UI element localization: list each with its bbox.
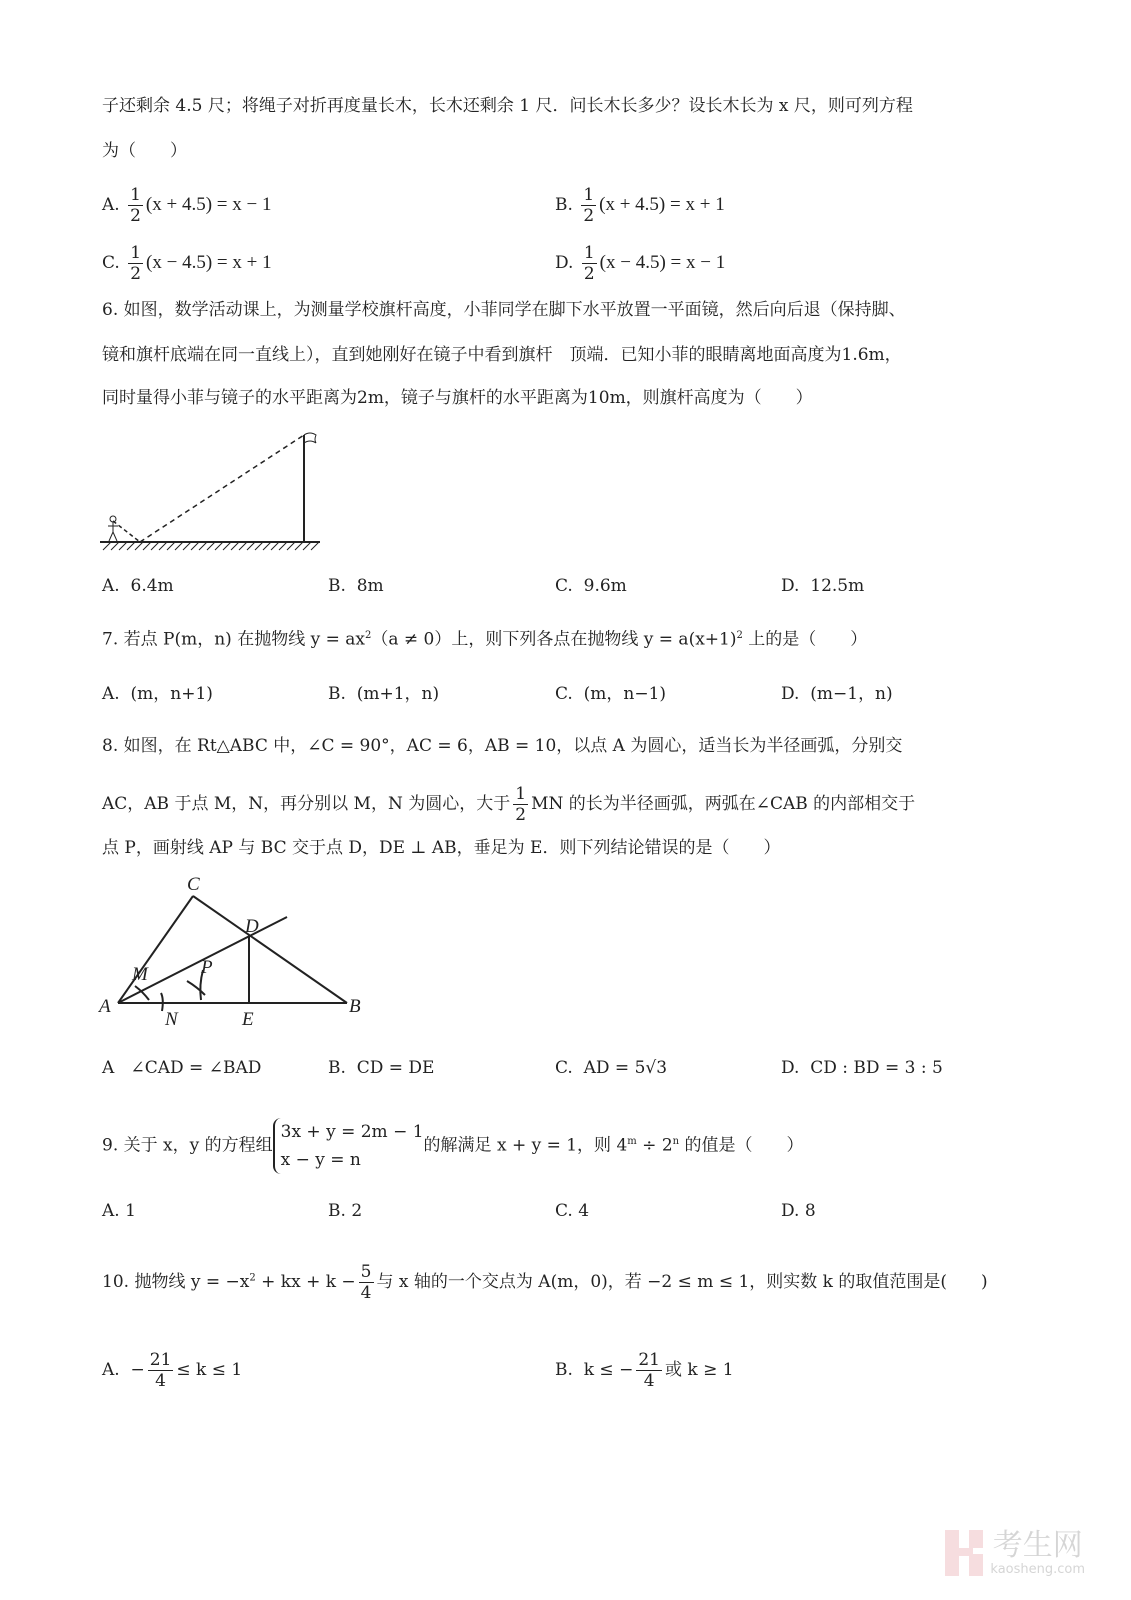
q7-options-2-label: C.	[555, 684, 573, 704]
q5-options-0-expr: (x + 4.5) = x − 1	[145, 194, 272, 215]
q5-options-2-label: C.	[102, 253, 120, 273]
q6-options-2-text: 9.6m	[583, 576, 627, 596]
q10-sup: 2	[249, 1272, 256, 1284]
q7-options-3-text: (m−1，n)	[810, 684, 893, 704]
q5-half_num: 1	[130, 243, 142, 263]
q9-options-0-label: A.	[102, 1201, 120, 1221]
label-m: M	[132, 964, 148, 985]
q7-option-a[interactable]	[102, 682, 213, 706]
q6-option-a[interactable]	[102, 574, 174, 598]
watermark-cn: 考生网	[992, 1527, 1083, 1563]
q10-question	[102, 1262, 988, 1303]
q8-option-a[interactable]	[102, 1056, 261, 1080]
q9-sup_m: m	[627, 1135, 637, 1147]
watermark-en: kaosheng.com	[990, 1561, 1086, 1577]
q10-options-0-pre: −	[130, 1360, 145, 1380]
kaosheng-logo-icon	[945, 1528, 985, 1578]
q7-options-1-label: B.	[328, 684, 346, 704]
q8-option-b[interactable]	[328, 1056, 434, 1080]
q9-options-3-label: D.	[781, 1201, 800, 1221]
q8-options-2-text: AD = 5√3	[583, 1058, 668, 1078]
q6-options-0-text: 6.4m	[130, 576, 174, 596]
q5-options-1-expr: (x + 4.5) = x + 1	[599, 194, 725, 215]
label-n: N	[165, 1009, 178, 1030]
q5-option-d[interactable]	[555, 243, 725, 284]
label-e: E	[242, 1009, 254, 1030]
q9-options-2-text: 4	[578, 1201, 590, 1221]
q9-suffix_b: 的值是（ ）	[679, 1135, 804, 1156]
q8-line1: 8. 如图，在 Rt△ABC 中，∠C = 90°，AC = 6，AB = 10，以点 A 为圆心，适当长为半径画弧，分别交	[102, 736, 903, 756]
q9-suffix_a: 的解满足 x + y = 1，则 4	[423, 1135, 628, 1156]
q5-half_den: 2	[583, 206, 595, 226]
q9-option-a[interactable]	[102, 1199, 136, 1223]
q5-half_num: 1	[583, 243, 595, 263]
q7-option-d[interactable]	[781, 682, 893, 706]
q6-options-3-label: D.	[781, 576, 800, 596]
label-d: D	[245, 916, 259, 937]
q5-line2: 为（ ）	[102, 141, 187, 161]
q8-options-1-text: CD = DE	[356, 1058, 435, 1078]
q8-options-1-label: B.	[328, 1058, 346, 1078]
q5-options-0-label: A.	[102, 195, 120, 215]
q9-option-d[interactable]	[781, 1199, 816, 1223]
q9-options-0-text: 1	[125, 1201, 136, 1221]
q8-options-3-label: D.	[781, 1058, 800, 1078]
q8-options-2-label: C.	[555, 1058, 573, 1078]
q9-option-c[interactable]	[555, 1199, 589, 1223]
q7-option-b[interactable]	[328, 682, 439, 706]
q7-text_a: 7. 若点 P(m，n) 在抛物线 y = ax	[102, 629, 365, 650]
label-a: A	[99, 996, 111, 1017]
q6-option-c[interactable]	[555, 574, 627, 598]
q5-line1: 子还剩余 4.5 尺；将绳子对折再度量长木，长木还剩余 1 尺．问长木长多少？设长木长为 x 尺，则可列方程	[102, 96, 913, 116]
q10-text_a: 10. 抛物线 y = −x	[102, 1272, 250, 1292]
q5-options-1-label: B.	[555, 195, 573, 215]
q10-options-1-post: 或 k ≥ 1	[664, 1360, 734, 1380]
q7-text_b: （a ≠ 0）上，则下列各点在抛物线 y = a(x+1)	[371, 629, 737, 650]
q7-options-3-label: D.	[781, 684, 800, 704]
q10-option-a[interactable]	[102, 1350, 242, 1391]
q10-text_b: + kx + k −	[255, 1272, 356, 1292]
label-c: C	[187, 874, 200, 895]
q6-options-3-text: 12.5m	[810, 576, 865, 596]
q9-mid: ÷ 2	[636, 1135, 673, 1156]
q9-option-b[interactable]	[328, 1199, 362, 1223]
q5-option-a[interactable]	[102, 185, 271, 226]
q6-options-0-label: A.	[102, 576, 120, 596]
q7-question	[102, 624, 867, 652]
q8-line2	[102, 784, 915, 825]
q6-options-2-label: C.	[555, 576, 573, 596]
equation-system	[273, 1118, 424, 1174]
q9-eq2: x − y = n	[280, 1150, 361, 1170]
q9-options-1-text: 2	[351, 1201, 363, 1221]
label-p: P	[201, 957, 213, 978]
q9-sup_n: n	[672, 1135, 680, 1147]
q6-option-d[interactable]	[781, 574, 864, 598]
q7-text_c: 上的是（ ）	[742, 629, 868, 650]
q8-options-0-text: ∠CAD = ∠BAD	[130, 1058, 262, 1078]
q7-options-0-text: (m，n+1)	[130, 684, 213, 704]
q8-options-3-text: CD : BD = 3 : 5	[810, 1058, 943, 1078]
q8-line2b: MN 的长为半径画弧，两弧在∠CAB 的内部相交于	[531, 794, 916, 814]
q10-options-0-post: ≤ k ≤ 1	[176, 1360, 243, 1380]
q10-options-0-den: 4	[155, 1371, 166, 1391]
q5-option-b[interactable]	[555, 185, 725, 226]
q10-text_c: 与 x 轴的一个交点为 A(m，0)，若 −2 ≤ m ≤ 1，则实数 k 的取值范围是( )	[376, 1272, 988, 1292]
q10-options-0-label: A.	[102, 1360, 120, 1380]
q6-options-1-label: B.	[328, 576, 346, 596]
q5-half_den: 2	[130, 206, 141, 226]
q5-half_den: 2	[130, 264, 142, 284]
q9-prefix: 9. 关于 x，y 的方程组	[102, 1135, 273, 1156]
q9-eq1: 3x + y = 2m − 1	[280, 1122, 424, 1142]
q10-frac_den: 4	[360, 1283, 372, 1303]
q7-option-c[interactable]	[555, 682, 666, 706]
q10-option-b[interactable]	[555, 1350, 734, 1391]
q6-option-b[interactable]	[328, 574, 384, 598]
q9-question	[102, 1118, 804, 1174]
q10-options-1-den: 4	[643, 1371, 655, 1391]
q8-half_den: 2	[515, 805, 527, 825]
flagpole-mirror-diagram	[95, 425, 330, 555]
q5-half_num: 1	[130, 185, 141, 205]
q5-options-3-expr: (x − 4.5) = x − 1	[599, 252, 726, 273]
q10-options-1-label: B.	[555, 1360, 573, 1380]
label-b: B	[349, 996, 361, 1017]
q7-options-1-text: (m+1，n)	[356, 684, 440, 704]
q5-option-c[interactable]	[102, 243, 272, 284]
triangle-abc-diagram	[95, 870, 375, 1035]
q5-half_num: 1	[583, 185, 595, 205]
q9-options-1-label: B.	[328, 1201, 346, 1221]
q7-options-2-text: (m，n−1)	[583, 684, 667, 704]
q8-half_num: 1	[515, 784, 527, 804]
q7-sup: 2	[365, 630, 372, 641]
q8-line3: 点 P，画射线 AP 与 BC 交于点 D，DE ⊥ AB，垂足为 E．则下列结论错误的是（ ）	[102, 838, 781, 858]
q8-options-0-label: A	[102, 1058, 115, 1078]
q9-options-3-text: 8	[804, 1201, 816, 1221]
q8-option-d[interactable]	[781, 1056, 943, 1080]
q7-sup: 2	[736, 630, 743, 641]
q6-line2: 镜和旗杆底端在同一直线上），直到她刚好在镜子中看到旗杆 顶端．已知小菲的眼睛离地面高度为1.6m，	[102, 345, 902, 365]
q9-options-2-label: C.	[555, 1201, 573, 1221]
q10-options-0-num: 21	[149, 1350, 172, 1370]
kaosheng-watermark-logo	[945, 1528, 1085, 1578]
q8-option-c[interactable]	[555, 1056, 667, 1080]
q6-line1: 6. 如图，数学活动课上，为测量学校旗杆高度，小菲同学在脚下水平放置一平面镜，然后向后退（保持脚、	[102, 300, 906, 320]
q10-options-1-num: 21	[638, 1350, 660, 1370]
q10-options-1-pre: k ≤ −	[583, 1360, 634, 1380]
q5-options-2-expr: (x − 4.5) = x + 1	[146, 252, 272, 273]
q8-line2a: AC，AB 于点 M，N，再分别以 M，N 为圆心，大于	[102, 794, 511, 814]
q7-options-0-label: A.	[102, 684, 120, 704]
q6-options-1-text: 8m	[356, 576, 384, 596]
q5-options-3-label: D.	[555, 253, 574, 273]
q5-half_den: 2	[583, 264, 595, 284]
q10-frac_num: 5	[360, 1262, 372, 1282]
q6-line3: 同时量得小菲与镜子的水平距离为2m，镜子与旗杆的水平距离为10m，则旗杆高度为（ ）	[102, 388, 813, 408]
